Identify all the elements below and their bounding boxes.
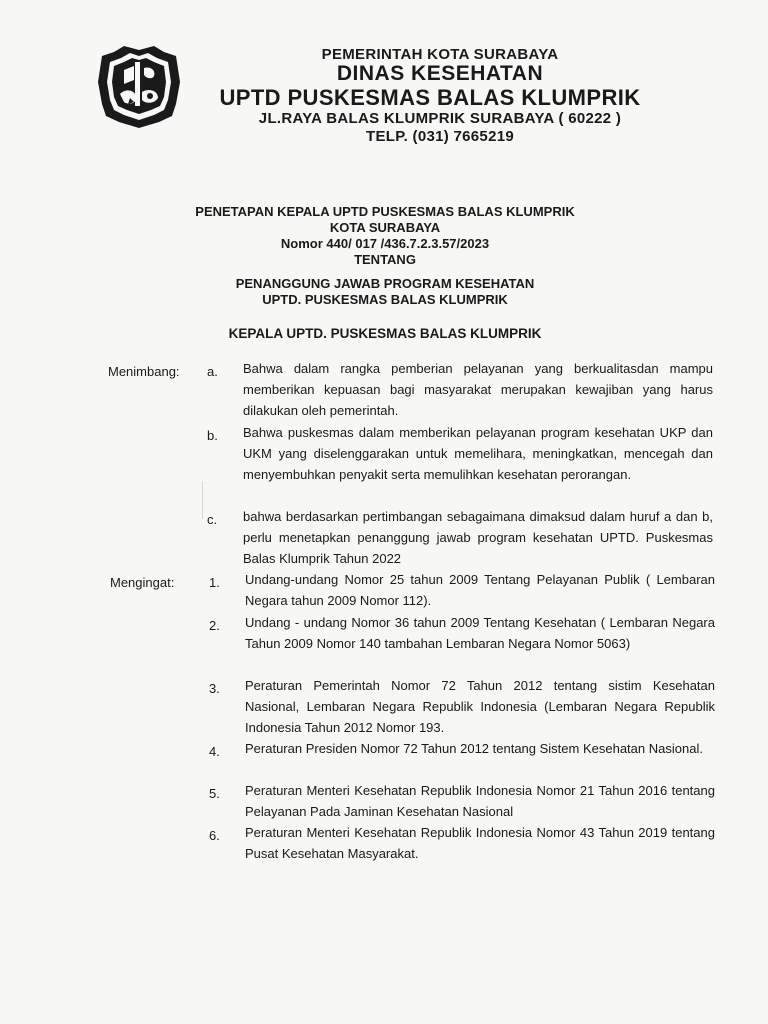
item-marker: 5. [209,786,220,801]
item-marker: 3. [209,681,220,696]
list-item: Peraturan Presiden Nomor 72 Tahun 2012 tentang Sistem Kesehatan Nasional. [245,741,703,756]
decree-number: Nomor 440/ 017 /436.7.2.3.57/2023 [280,236,490,251]
list-item: Bahwa puskesmas dalam memberikan pelayanan program kesehatan UKP dan UKM yang diselenggarakan untuk memelihara, meningkatkan, mencegah dan menyembuhkan penyakit serta memulihkan kesehatan perorangan. [243,425,713,482]
agency-name: DINAS KESEHATAN [336,62,544,85]
item-marker: 4. [209,744,220,759]
title-line: UPTD. PUSKESMAS BALAS KLUMPRIK [262,292,508,307]
menimbang-label: Menimbang: [108,364,180,379]
item-marker: b. [207,428,218,443]
list-item: Peraturan Menteri Kesehatan Republik Indonesia Nomor 43 Tahun 2019 tentang Pusat Kesehatan Masyarakat. [245,825,715,861]
item-marker: 1. [209,575,220,590]
address: JL.RAYA BALAS KLUMPRIK SURABAYA ( 60222 ) [258,110,622,127]
item-marker: 6. [209,828,220,843]
list-item: bahwa berdasarkan pertimbangan sebagaimana dimaksud dalam huruf a dan b, perlu menetapkan penanggung jawab program kesehatan UPTD. Puskesmas Balas Klumprik Tahun 2022 [243,509,713,566]
mengingat-label: Mengingat: [110,575,175,590]
list-item: Peraturan Pemerintah Nomor 72 Tahun 2012 tentang sistim Kesehatan Nasional, Lembaran Negara Republik Indonesia (Lembaran Negara Republik Indonesia Tahun 2012 Nomor 193. [245,678,752,735]
title-line: KOTA SURABAYA [329,220,441,235]
list-item: Bahwa dalam rangka pemberian pelayanan yang berkualitasdan mampu memberikan kepuasan bagi masyarakat merupakan kewajiban yang harus dilakukan oleh pemerintah. [243,361,713,418]
title-line: PENETAPAN KEPALA UPTD PUSKESMAS BALAS KLUMPRIK [195,204,575,219]
section-heading: KEPALA UPTD. PUSKESMAS BALAS KLUMPRIK [228,326,542,341]
item-marker: 2. [209,618,220,633]
decree-title [140,204,630,308]
title-line: TENTANG [354,252,416,267]
list-item: Undang - undang Nomor 36 tahun 2009 Tentang Kesehatan ( Lembaran Negara Tahun 2009 Nomor 140 tambahan Lembaran Negara Nomor 5063) [245,615,715,651]
list-item: Peraturan Menteri Kesehatan Republik Indonesia Nomor 21 Tahun 2016 tentang Pelayanan Pada Jaminan Kesehatan Nasional [245,783,715,819]
phone: TELP. (031) 7665219 [365,128,515,145]
item-marker: c. [207,512,218,527]
letterhead [190,46,690,145]
institution-name: UPTD PUSKESMAS BALAS KLUMPRIK [219,85,641,110]
item-marker: a. [207,364,218,379]
title-line: PENANGGUNG JAWAB PROGRAM KESEHATAN [235,276,535,291]
scan-artifact-line [202,481,203,519]
government-name: PEMERINTAH KOTA SURABAYA [321,46,559,63]
list-item: Undang-undang Nomor 25 tahun 2009 Tentang Pelayanan Publik ( Lembaran Negara tahun 2009 Nomor 112). [245,572,715,608]
